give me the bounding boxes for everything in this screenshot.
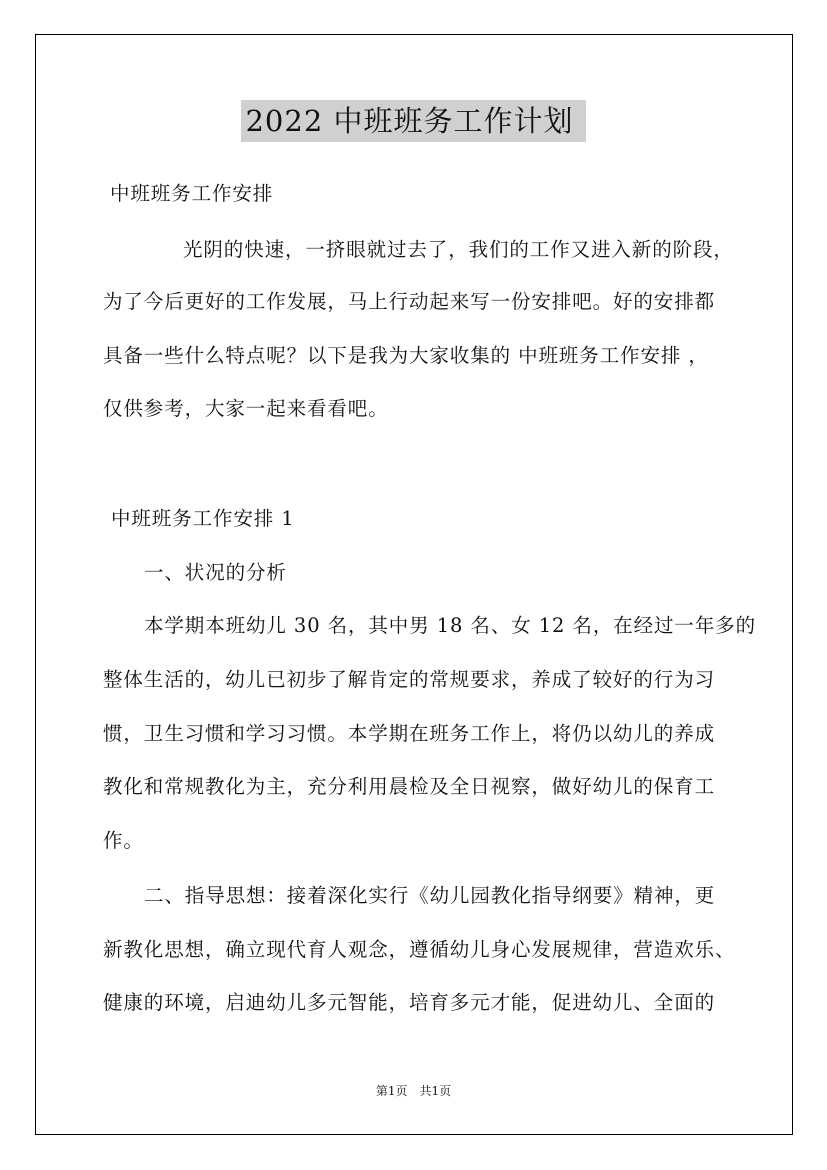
document-title-wrap <box>0 100 827 144</box>
paragraph-line: 惯，卫生习惯和学习习惯。本学期在班务工作上，将仍以幼儿的养成 <box>103 722 716 745</box>
section-heading: 中班班务工作安排 1 <box>111 507 295 530</box>
paragraph-line: 为了今后更好的工作发展，马上行动起来写一份安排吧。好的安排都 <box>103 290 716 313</box>
paragraph-line: 二、指导思想：接着深化实行《幼儿园教化指导纲要》精神，更 <box>144 884 716 907</box>
paragraph-line: 具备一些什么特点呢？以下是我为大家收集的 中班班务工作安排 ， <box>103 344 709 367</box>
paragraph-line: 作。 <box>103 829 144 852</box>
document-title: 2022 中班班务工作计划 <box>241 100 585 142</box>
page-number: 第1页 共1页 <box>375 1084 452 1098</box>
subsection-heading: 一、状况的分析 <box>144 561 287 584</box>
paragraph-line: 本学期本班幼儿 30 名，其中男 18 名、女 12 名，在经过一年多的 <box>144 614 757 637</box>
paragraph-line: 健康的环境，启迪幼儿多元智能，培育多元才能，促进幼儿、全面的 <box>103 991 716 1014</box>
paragraph-line: 光阴的快速，一挤眼就过去了，我们的工作又进入新的阶段， <box>183 238 734 261</box>
paragraph-line: 新教化思想，确立现代育人观念，遵循幼儿身心发展规律，营造欢乐、 <box>103 938 736 961</box>
paragraph-line: 仅供参考，大家一起来看看吧。 <box>103 397 389 420</box>
paragraph-line: 整体生活的，幼儿已初步了解肯定的常规要求，养成了较好的行为习 <box>103 668 716 691</box>
section-heading: 中班班务工作安排 <box>110 182 274 205</box>
paragraph-line: 教化和常规教化为主，充分利用晨检及全日视察，做好幼儿的保育工 <box>103 775 716 798</box>
